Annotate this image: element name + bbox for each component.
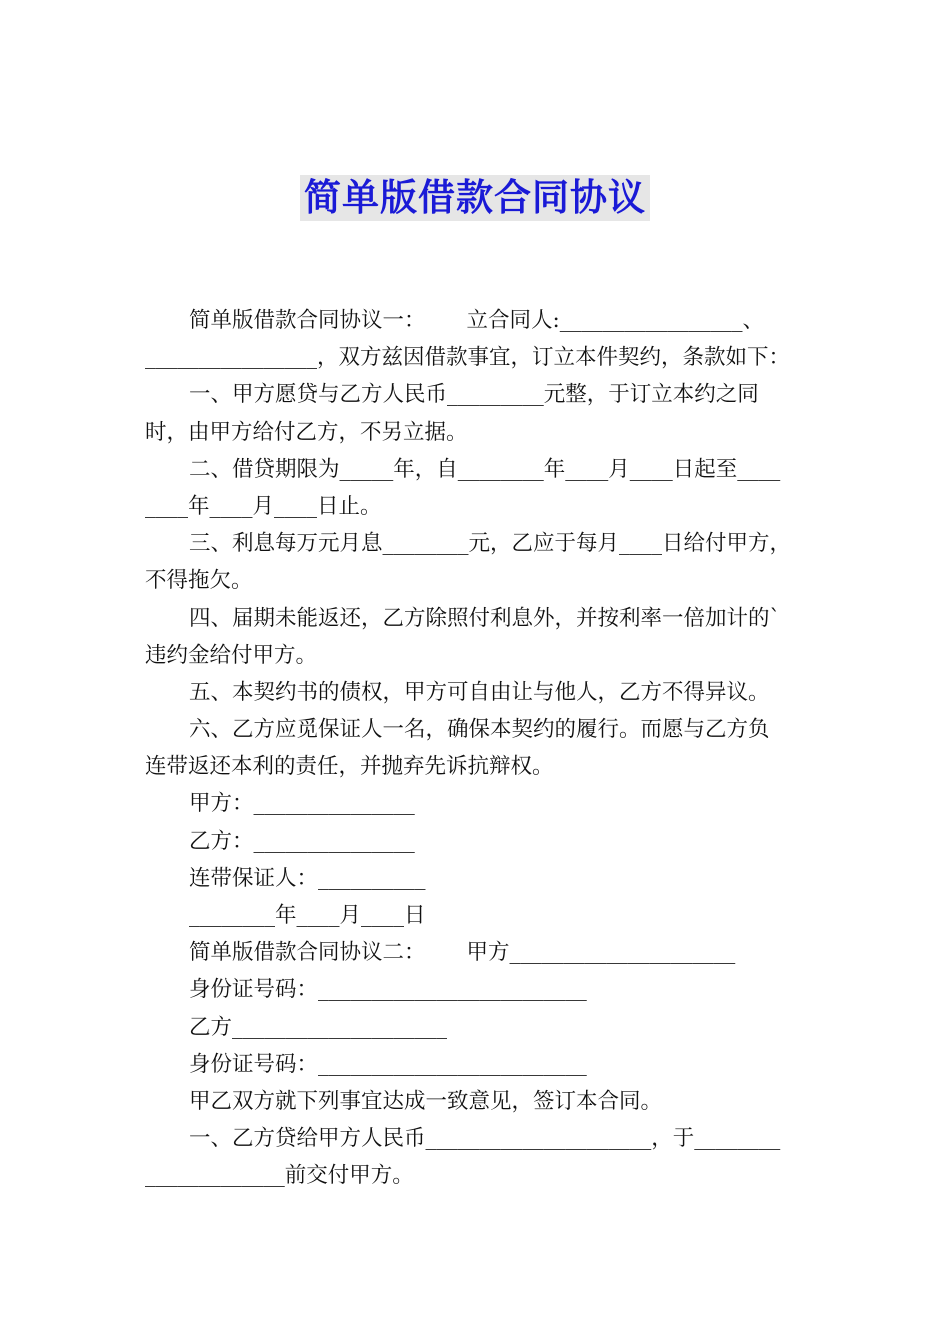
document-body xyxy=(145,302,810,1195)
paragraph-line: 连带返还本利的责任，并抛弃先诉抗辩权。 xyxy=(145,754,554,780)
paragraph-line: 时，由甲方给付乙方，不另立据。 xyxy=(145,419,468,445)
paragraph-line: 违约金给付甲方。 xyxy=(145,642,318,668)
paragraph-line: 一、乙方贷给甲方人民币_____________________，于________ xyxy=(189,1126,781,1152)
paragraph-line: 五、本契约书的债权，甲方可自由让与他人，乙方不得异议。 xyxy=(189,679,770,705)
paragraph-line: 二、借贷期限为_____年，自________年____月____日起至____ xyxy=(189,456,781,482)
paragraph-line: _____________前交付甲方。 xyxy=(145,1163,414,1189)
paragraph-line: 一、甲方愿贷与乙方人民币_________元整，于订立本约之同 xyxy=(189,382,759,408)
paragraph-line: 六、乙方应觅保证人一名，确保本契约的履行。而愿与乙方负 xyxy=(189,717,770,743)
signature-line-party-a: 甲方：_______________ xyxy=(189,791,415,817)
title-wrap xyxy=(0,175,950,221)
paragraph-line: 三、利息每万元月息________元，乙应于每月____日给付甲方， xyxy=(189,531,792,557)
paragraph-line: 简单版借款合同协议二： 甲方_____________________ xyxy=(189,940,736,966)
signature-date-line: ________年____月____日 xyxy=(189,903,426,928)
id-number-line: 身份证号码：_________________________ xyxy=(189,1051,587,1077)
paragraph-line: 简单版借款合同协议一： 立合同人:_________________、 xyxy=(189,308,765,333)
paragraph-line: ____年____月____日止。 xyxy=(145,493,382,519)
document-title: 简单版借款合同协议 xyxy=(300,175,650,221)
paragraph-line: 不得拖欠。 xyxy=(145,568,253,594)
id-number-line: 身份证号码：_________________________ xyxy=(189,977,587,1003)
paragraph-line: 甲乙双方就下列事宜达成一致意见，签订本合同。 xyxy=(189,1088,663,1114)
party-b-line: 乙方____________________ xyxy=(189,1014,448,1040)
paragraph-line: ________________，双方兹因借款事宜，订立本件契约，条款如下： xyxy=(145,345,791,371)
signature-line-guarantor: 连带保证人：__________ xyxy=(189,865,426,891)
signature-line-party-b: 乙方：_______________ xyxy=(189,828,415,854)
paragraph-line: 四、届期未能返还，乙方除照付利息外，并按利率一倍加计的` xyxy=(189,605,781,631)
